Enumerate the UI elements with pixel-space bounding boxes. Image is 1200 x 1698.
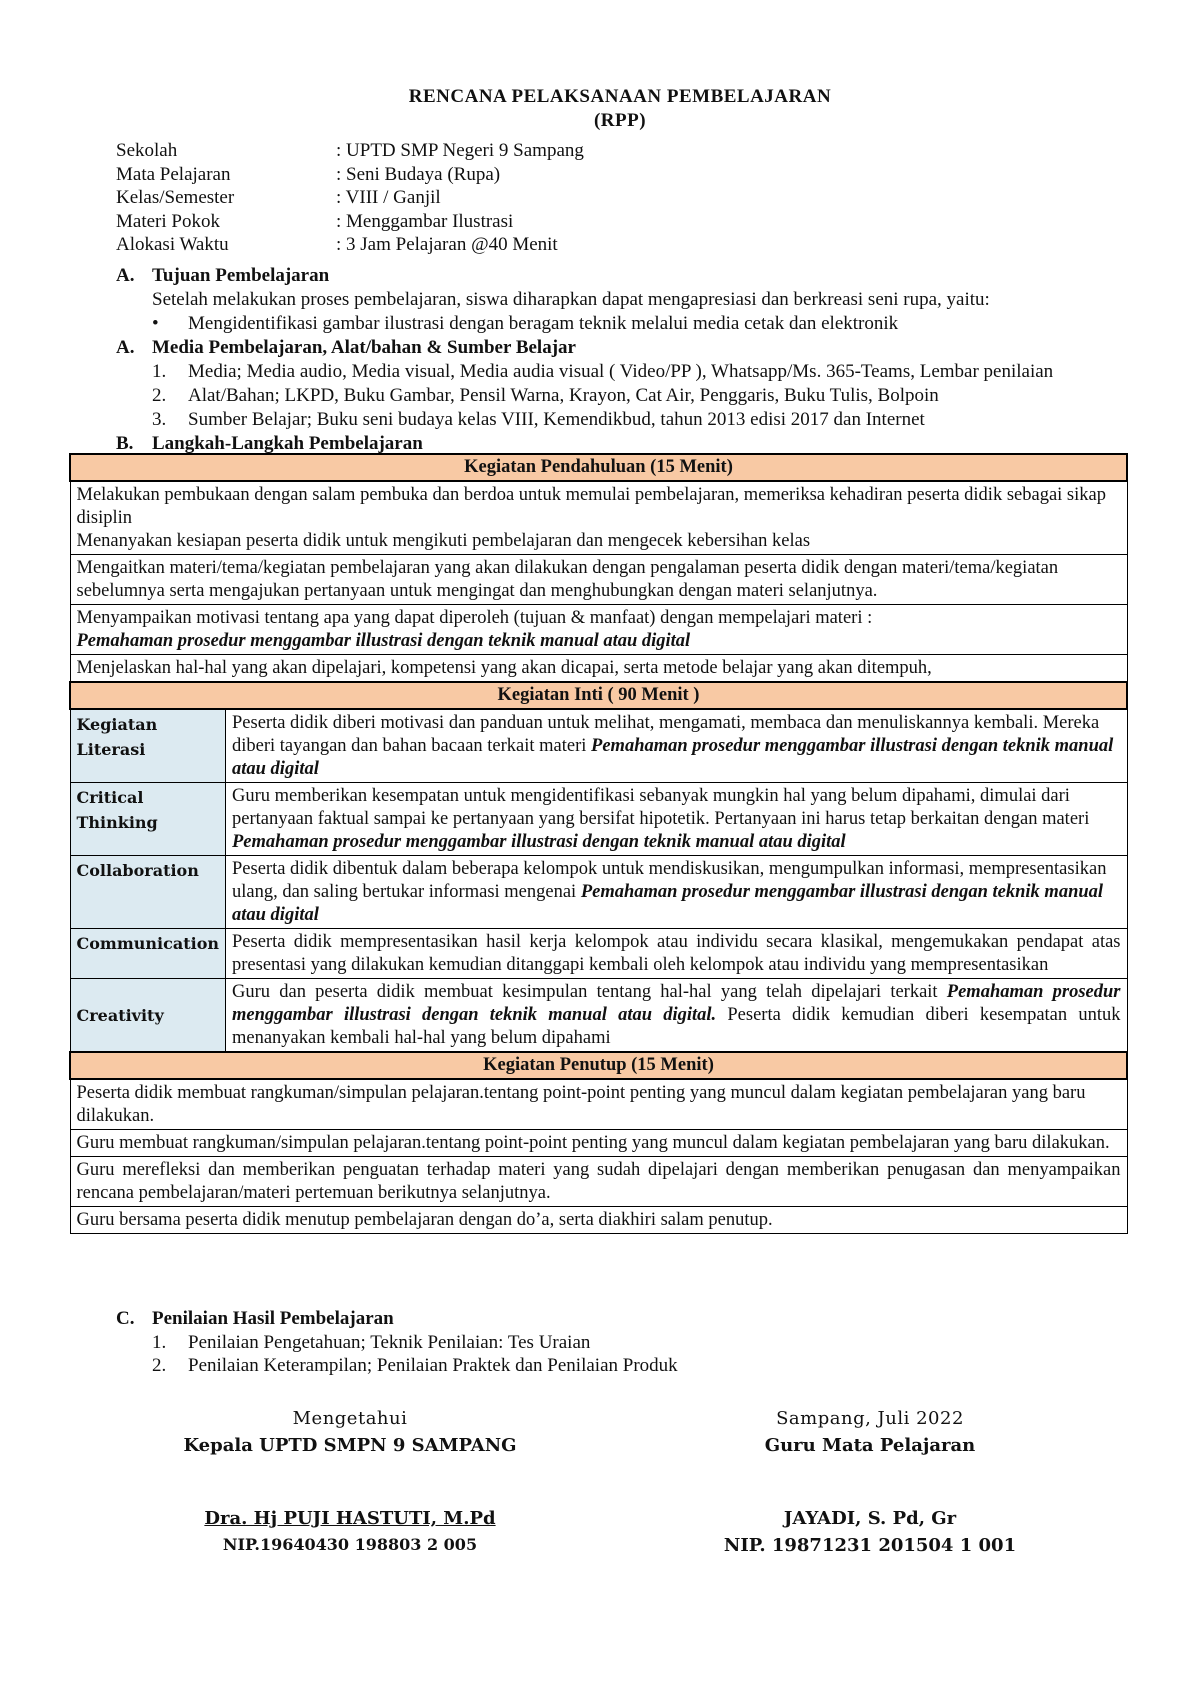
table-row — [70, 1130, 1127, 1157]
cell-text: Menyampaikan motivasi tentang apa yang dapat diperoleh (tujuan & manfaat) dengan mempelajari materi : — [76, 608, 873, 628]
section-letter: B. — [116, 433, 134, 454]
signature-label: Mengetahui — [292, 1408, 408, 1429]
signature-name: JAYADI, S. Pd, Gr — [783, 1508, 957, 1529]
section-letter: A. — [116, 265, 135, 286]
section-penilaian — [116, 1307, 1176, 1378]
table-cell: Mengaitkan materi/tema/kegiatan pembelajaran yang akan dilakukan dengan pengalaman peserta didik dengan materi/tema/kegiatan sebelumnya serta mengajukan pertanyaan untuk mengingat dan menghubungkan dengan materi selanjutnya. — [70, 555, 1127, 605]
signature-role: Guru Mata Pelajaran — [764, 1435, 976, 1456]
activity-text — [226, 783, 1128, 856]
tujuan-intro: Setelah melakukan proses pembelajaran, siswa diharapkan dapat mengapresiasi dan berkreasi seni rupa, yaitu: — [152, 289, 990, 310]
cell-text: Peserta didik dibentuk dalam beberapa kelompok untuk mendiskusikan, mengumpulkan informasi, mempresentasikan ulang, dan saling bertukar informasi mengenai — [232, 859, 1107, 902]
table-row — [70, 1052, 1127, 1079]
meta-label: Materi Pokok — [116, 210, 220, 232]
cell-emphasis: Pemahaman prosedur menggambar illustrasi dengan teknik manual atau digital — [232, 832, 846, 852]
list-number: 3. — [152, 409, 167, 430]
table-row — [70, 856, 1127, 929]
section-heading — [116, 264, 1176, 288]
table-row — [70, 1207, 1127, 1234]
penutup-header: Kegiatan Penutup (15 Menit) — [70, 1052, 1127, 1079]
table-row — [70, 454, 1127, 481]
signature-nip: NIP. 19871231 201504 1 001 — [723, 1535, 1017, 1556]
meta-label: Sekolah — [116, 140, 178, 161]
list-number: 2. — [152, 1355, 167, 1376]
langkah-table — [69, 453, 1128, 1234]
table-row — [70, 682, 1127, 709]
table-cell: Guru bersama peserta didik menutup pembelajaran dengan do’a, serta diakhiri salam penutup. — [70, 1207, 1127, 1234]
cell-emphasis: Pemahaman prosedur menggambar illustrasi dengan teknik manual atau digital — [76, 631, 691, 651]
table-row — [70, 1079, 1127, 1130]
table-row — [70, 1157, 1127, 1207]
meta-label: Alokasi Waktu — [116, 234, 229, 255]
table-cell: Menjelaskan hal-hal yang akan dipelajari, kompetensi yang akan dicapai, serta metode belajar yang akan ditempuh, — [70, 655, 1127, 683]
activity-label: Critical Thinking — [70, 783, 226, 856]
list-item-text: Media; Media audio, Media visual, Media audia visual ( Video/PP ), Whatsapp/Ms. 365-Teams, Lembar penilaian — [188, 361, 1054, 382]
cell-emphasis: Pemahaman prosedur menggambar illustrasi dengan teknik manual atau digital — [232, 736, 1114, 779]
signature-role: Kepala UPTD SMPN 9 SAMPANG — [183, 1435, 517, 1456]
section-title: Langkah-Langkah Pembelajaran — [152, 433, 423, 454]
signature-name: Dra. Hj PUJI HASTUTI, M.Pd — [204, 1508, 496, 1529]
activity-label: Creativity — [70, 979, 226, 1053]
section-title: Tujuan Pembelajaran — [152, 265, 330, 286]
pendahuluan-header: Kegiatan Pendahuluan (15 Menit) — [70, 454, 1127, 481]
meta-value: : VIII / Ganjil — [336, 187, 441, 208]
table-row — [70, 481, 1127, 555]
cell-emphasis: Pemahaman prosedur menggambar illustrasi dengan teknik manual atau digital — [232, 882, 1104, 925]
table-cell: Guru membuat rangkuman/simpulan pelajaran.tentang point-point penting yang muncul dalam kegiatan pembelajaran yang baru dilakukan. — [70, 1130, 1127, 1157]
list-item — [116, 360, 1176, 384]
cell-emphasis: Pemahaman prosedur menggambar illustrasi dengan teknik manual atau digital. — [232, 982, 1121, 1025]
cell-text: Guru dan peserta didik membuat kesimpulan tentang hal-hal yang telah dipelajari terkait — [232, 982, 947, 1002]
signature-date: Sampang, Juli 2022 — [776, 1408, 964, 1429]
meta-row-materi — [116, 211, 584, 235]
cell-text: Peserta didik diberi motivasi dan panduan untuk melihat, mengamati, membaca dan menuliskannya kembali. Mereka diberi tayangan dan bahan bacaan terkait materi — [232, 713, 1100, 756]
section-heading — [116, 1307, 1176, 1331]
list-item — [116, 1354, 1176, 1378]
table-row — [70, 605, 1127, 655]
section-title: Penilaian Hasil Pembelajaran — [152, 1308, 394, 1329]
signature-nip: NIP.19640430 198803 2 005 — [222, 1535, 478, 1554]
section-letter: C. — [116, 1308, 135, 1329]
table-cell: Peserta didik membuat rangkuman/simpulan pelajaran.tentang point-point penting yang muncul dalam kegiatan pembelajaran yang baru dilakukan. — [70, 1079, 1127, 1130]
meta-row-sekolah — [116, 140, 584, 164]
table-row — [70, 709, 1127, 783]
table-row — [70, 655, 1127, 683]
cell-text: Guru memberikan kesempatan untuk mengidentifikasi sebanyak mungkin hal yang belum dipahami, dimulai dari pertanyaan faktual sampai ke pertanyaan yang bersifat hipotetik. Pertanyaan ini harus tetap berkaitan dengan materi — [232, 786, 1090, 829]
cell-text: Menanyakan kesiapan peserta didik untuk mengikuti pembelajaran dan mengecek kebersihan kelas — [76, 531, 811, 551]
meta-label: Mata Pelajaran — [116, 163, 231, 185]
section-letter: A. — [116, 337, 135, 358]
list-item-text: Penilaian Pengetahuan; Teknik Penilaian: Tes Uraian — [188, 1331, 591, 1353]
meta-value: : 3 Jam Pelajaran @40 Menit — [336, 234, 558, 255]
table-row — [70, 979, 1127, 1053]
table-row — [70, 929, 1127, 979]
table-cell — [70, 605, 1127, 655]
list-item-text: Mengidentifikasi gambar ilustrasi dengan beragam teknik melalui media cetak dan elektronik — [188, 313, 899, 334]
activity-label: Collaboration — [70, 856, 226, 929]
activity-text — [226, 856, 1128, 929]
meta-row-mapel — [116, 164, 584, 188]
inti-header: Kegiatan Inti ( 90 Menit ) — [70, 682, 1127, 709]
list-number: 1. — [152, 361, 167, 382]
list-number: 2. — [152, 385, 167, 406]
list-item-text: Sumber Belajar; Buku seni budaya kelas VIII, Kemendikbud, tahun 2013 edisi 2017 dan Internet — [188, 409, 925, 430]
activity-text — [226, 709, 1128, 783]
bullet-icon: • — [152, 313, 159, 334]
activity-text — [226, 979, 1128, 1053]
document-title: RENCANA PELAKSANAAN PEMBELAJARAN — [408, 86, 832, 107]
activity-text: Peserta didik mempresentasikan hasil kerja kelompok atau individu secara klasikal, mengemukakan pendapat atas presentasi yang dilakukan kemudian ditanggapi kembali oleh kelompok atau individu yang mempresentasikan — [226, 929, 1128, 979]
activity-label: Kegiatan Literasi — [70, 709, 226, 783]
table-row — [70, 555, 1127, 605]
meta-label: Kelas/Semester — [116, 187, 235, 208]
meta-row-kelas — [116, 187, 584, 211]
cell-text: Melakukan pembukaan dengan salam pembuka dan berdoa untuk memulai pembelajaran, memeriksa kehadiran peserta didik sebagai sikap disiplin — [76, 485, 1106, 528]
activity-label: Communication — [70, 929, 226, 979]
meta-value: : Menggambar Ilustrasi — [336, 210, 514, 232]
list-item — [116, 1331, 1176, 1355]
document-subtitle: (RPP) — [593, 110, 647, 131]
list-item — [116, 384, 1176, 408]
signature-right — [710, 1408, 1030, 1556]
meta-value: : UPTD SMP Negeri 9 Sampang — [336, 140, 584, 161]
table-cell — [70, 481, 1127, 555]
list-item — [116, 312, 1176, 336]
table-row — [70, 783, 1127, 856]
section-title: Media Pembelajaran, Alat/bahan & Sumber Belajar — [152, 337, 576, 358]
section-tujuan — [116, 264, 1176, 456]
list-item-text: Penilaian Keterampilan; Penilaian Praktek dan Penilaian Produk — [188, 1355, 678, 1376]
list-number: 1. — [152, 1331, 167, 1353]
section-heading — [116, 336, 1176, 360]
identity-block — [116, 140, 584, 258]
cell-text: Peserta didik kemudian diberi kesempatan untuk menanyakan kembali hal-hal yang belum dipahami — [232, 1005, 1121, 1048]
list-item — [116, 408, 1176, 432]
list-item-text: Alat/Bahan; LKPD, Buku Gambar, Pensil Warna, Krayon, Cat Air, Penggaris, Buku Tulis, Bolpoin — [188, 385, 939, 406]
signature-left — [150, 1408, 550, 1554]
table-cell: Guru merefleksi dan memberikan penguatan terhadap materi yang sudah dipelajari dengan memberikan penugasan dan menyampaikan rencana pembelajaran/materi pertemuan berikutnya selanjutnya. — [70, 1157, 1127, 1207]
meta-row-alokasi — [116, 234, 584, 258]
meta-value: : Seni Budaya (Rupa) — [336, 163, 501, 185]
